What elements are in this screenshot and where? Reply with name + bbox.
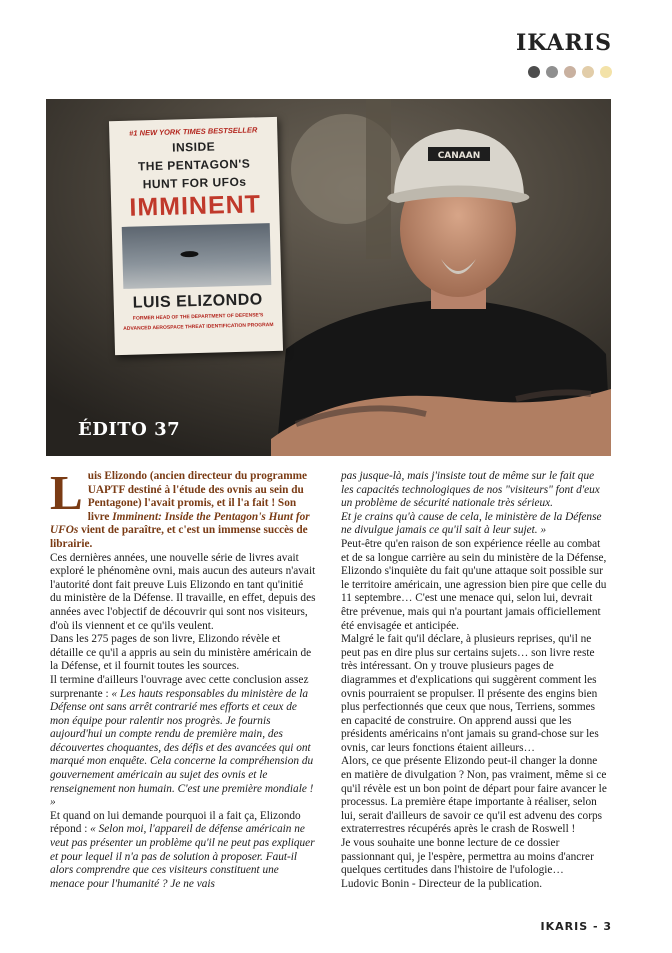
book-tagline-1: FORMER HEAD OF THE DEPARTMENT OF DEFENSE'S [132, 312, 264, 322]
paragraph-5 [341, 511, 607, 538]
paragraph-7: Malgré le fait qu'il déclare, à plusieurs reprises, qu'il ne peut pas en dire plus sur certains sujets… son livre reste très intéressant. On y trouve plusieurs pages de diagrammes et d'explications qui suggèrent comment les ovnis pourraient se propulser. Il présente des engins bien plus perfectionnés que ceux que nous, Terriens, sommes en capacité de construire. On apprend aussi que les présidents américains n'ont jamais su grand-chose sur les ovnis, car leurs fonctions étaient ailleurs… [341, 633, 599, 754]
lead-book-title: Imminent: Inside the Pentagon's Hunt for UFOs [50, 510, 310, 537]
lead-text-2: vient de paraître, et c'est un immense succès de librairie. [50, 524, 308, 550]
book-title: IMMINENT [129, 190, 262, 222]
paragraph-6: Peut-être qu'en raison de son expérience réelle au combat et de sa longue carrière au sein du ministère de la Défense, Elizondo s'inquiète du fait qu'une attaque soit possible sur le territoire américain, une agression bien pire que celle du 11 septembre… C'est une menace qui, selon lui, devrait être prévenue, mais qui n'a pourtant jamais officiellement été envisagée et anticipée. [341, 537, 607, 632]
book-subtitle-1: INSIDE [171, 139, 216, 155]
color-dot-2 [546, 66, 558, 78]
cap-logo-text: CANAAN [437, 151, 481, 161]
book-tagline-2: ADVANCED AEROSPACE THREAT IDENTIFICATION PROGRAM [123, 322, 274, 332]
paragraph-2: Dans les 275 pages de son livre, Elizondo révèle et détaille ce qu'il a appris au sein du ministère américain de la Défense, et il fournit toutes les sources. [50, 633, 312, 673]
book-bestseller: #1 NEW YORK TIMES BESTSELLER [129, 125, 258, 138]
hero-photo [46, 99, 611, 456]
paragraph-3-text: Il termine d'ailleurs l'ouvrage avec cette conclusion assez surprenante : [50, 673, 309, 700]
book-author: LUIS ELIZONDO [132, 291, 263, 312]
paragraph-4-quote: « Selon moi, l'appareil de défense américain ne veut pas présenter un problème qu'il ne peut pas expliquer et pour lequel il n'a pas de solution à proposer. Faut-il alors comprendre que ces visiteurs constituent une menace pour l'humanité ? Je ne vais [50, 823, 315, 890]
color-dots [528, 66, 612, 78]
lead-text-1: uis Elizondo (ancien directeur du programme UAPTF destiné à l'étude des ovnis au sein du Pentagone) l'avait promis, et il l'a fait ! Son livre [87, 470, 308, 523]
paragraph-1: Ces dernières années, une nouvelle série de livres avait exploré le phénomène ovni, mais aucun des auteurs n'avait l'autorité dont fait preuve Luis Elizondo en tant qu'initié du ministère de la Défense. Il travaille, en effet, depuis des années avec l'objectif de découvrir qui sont nos visiteurs, d'où ils viennent et ce qu'ils veulent. [50, 551, 316, 632]
color-dot-3 [564, 66, 576, 78]
paragraph-5-quote: Et je crains qu'à cause de cela, le ministère de la Défense ne divulgue jamais ce qu'il sait à leur sujet. » [341, 510, 602, 537]
ufo-icon [180, 251, 198, 257]
magazine-brand: IKARIS [515, 30, 612, 56]
article-column-2 [341, 470, 607, 891]
book-cover-sky-image [122, 223, 272, 289]
paragraph-4-continued [341, 470, 607, 511]
book-subtitle-2: THE PENTAGON'S [137, 156, 251, 174]
paragraph-3 [50, 674, 316, 810]
paragraph-4-quote-continued: pas jusque-là, mais j'insiste tout de même sur le fait que les capacités technologiques de nos "visiteurs" font d'eux un problème de sécurité nationale très sérieux. [341, 470, 600, 510]
paragraph-9: Je vous souhaite une bonne lecture de ce dossier passionnant qui, je l'espère, permettra au moins d'ancrer quelques certitudes dans l'histoire de l'ufologie… [341, 837, 594, 877]
paragraph-4 [50, 810, 316, 892]
book-subtitle-3: HUNT FOR UFOs [142, 174, 247, 192]
paragraph-8: Alors, ce que présente Elizondo peut-il changer la donne en matière de divulgation ? Non, pas vraiment, même si ce qu'il révèle est un bon point de départ pour faire avancer le processus. La première étape importante à réaliser, selon lui, serait d'ailleurs de savoir ce qu'il est advenu des corps extraterrestres récupérés après le crash de Roswell ! [341, 755, 607, 836]
article-column-1 [50, 465, 316, 891]
paragraph-3-quote: « Les hauts responsables du ministère de la Défense ont sans arrêt contrarié mes efforts et ceux de mon équipe pour ralentir nos progrès. Je fournis aujourd'hui un compte rendu de première main, des découvertes choquantes, des défis et des avancées qui ont marqué mon enquête. Cela concerne la compréhension du gouvernement américain au sujet des ovnis et le renseignement non humain. C'est une première mondiale ! » [50, 687, 314, 809]
color-dot-1 [528, 66, 540, 78]
color-dot-5 [600, 66, 612, 78]
dropcap: L [50, 465, 83, 520]
page-footer: IKARIS - 3 [540, 920, 612, 933]
edito-label: ÉDITO 37 [78, 419, 181, 440]
article-lead [50, 465, 316, 552]
color-dot-4 [582, 66, 594, 78]
signature: Ludovic Bonin - Directeur de la publication. [341, 877, 543, 890]
book-cover [109, 117, 283, 355]
paragraph-4-text: Et quand on lui demande pourquoi il a fait ça, Elizondo répond : [50, 809, 301, 836]
